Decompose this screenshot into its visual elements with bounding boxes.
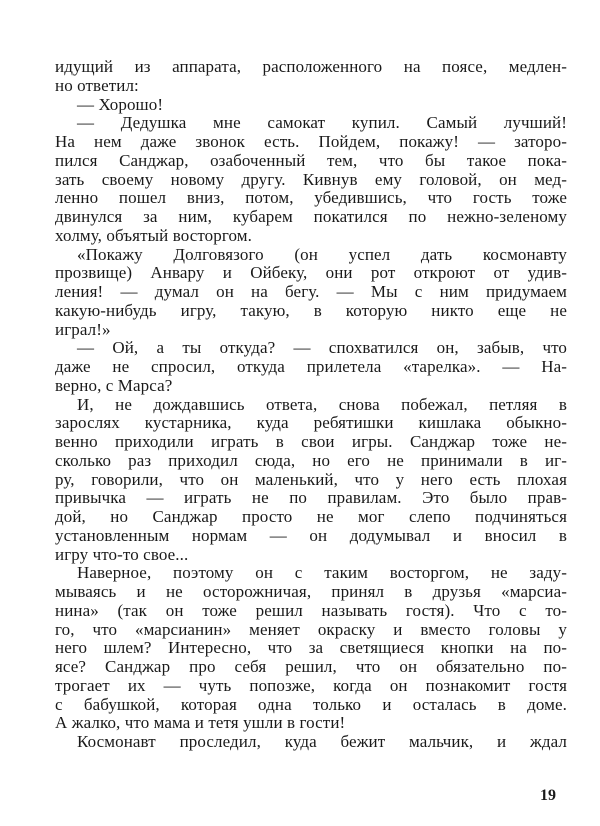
text-line: Наверное, поэтому он с таким восторгом, не заду- (77, 563, 567, 583)
text-line: него шлем? Интересно, что за светящиеся кнопки на по- (55, 638, 567, 658)
text-line: игру что-то свое... (55, 544, 189, 564)
text-line: установленным нормам — он додумывал и вносил в (55, 525, 567, 545)
text-line: — Дедушка мне самокат купил. Самый лучший! (77, 113, 567, 133)
text-line: ленно пошел вниз, потом, убедившись, что гость тоже (55, 188, 567, 208)
text-line: — Ой, а ты откуда? — спохватился он, забыв, что (77, 338, 567, 358)
page-number: 19 (540, 787, 556, 804)
text-line: прозвище) Анвару и Ойбеку, они рот откроют от удив- (55, 263, 567, 283)
text-line: идущий из аппарата, расположенного на поясе, медлен- (55, 57, 567, 76)
text-line: венно приходили играть в свои игры. Санджар тоже не- (55, 432, 567, 451)
text-line: На нем даже звонок есть. Пойдем, покажу! — заторо- (55, 132, 567, 151)
text-line: мываясь и не осторожничая, принял в друзья «марсиа- (55, 582, 567, 601)
text-line: ясе? Санджар про себя решил, что он обязательно по- (55, 657, 567, 676)
text-line: дой, но Санджар просто не мог слепо подчиняться (55, 507, 567, 526)
text-line: — Хорошо! (77, 94, 164, 114)
text-line: ления! — думал он на бегу. — Мы с ним придумаем (55, 282, 567, 301)
text-line: «Покажу Долговязого (он успел дать космонавту (77, 244, 567, 264)
text-line: го, что «марсианин» меняет окраску и вместо головы у (55, 619, 567, 639)
text-line: привычка — играть не по правилам. Это было прав- (55, 488, 567, 508)
text-line: но ответил: (55, 75, 139, 95)
text-line: верно, с Марса? (55, 375, 173, 395)
text-line: холму, объятый восторгом. (55, 225, 253, 245)
text-line: с бабушкой, которая одна только и осталась в доме. (55, 694, 567, 714)
text-line: зарослях кустарника, куда ребятишки кишлака обыкно- (55, 413, 567, 433)
text-line: двинулся за ним, кубарем покатился по нежно-зеленому (55, 207, 567, 226)
text-line: нина» (так он тоже решил называть гостя). Что с то- (55, 600, 567, 620)
text-line: И, не дождавшись ответа, снова побежал, петляя в (77, 394, 567, 414)
text-line: какую-нибудь игру, такую, в которую никто еще не (55, 300, 567, 320)
text-line: А жалко, что мама и тетя ушли в гости! (55, 713, 346, 733)
text-line: Космонавт проследил, куда бежит мальчик, и ждал (77, 732, 567, 751)
text-line: пился Санджар, озабоченный тем, что бы такое пока- (55, 150, 567, 170)
text-line: сколько раз приходил сюда, но его не принимали в иг- (55, 450, 567, 470)
text-line: трогает их — чуть попозже, когда он познакомит гостя (55, 675, 567, 695)
text-line: играл!» (55, 319, 111, 339)
text-line: зать своему новому другу. Кивнув ему головой, он мед- (55, 169, 567, 189)
text-line: ру, говорили, что он маленький, что у него есть плохая (55, 469, 567, 489)
book-page-text (55, 58, 567, 752)
text-line: даже не спросил, откуда прилетела «тарелка». — На- (55, 357, 567, 376)
